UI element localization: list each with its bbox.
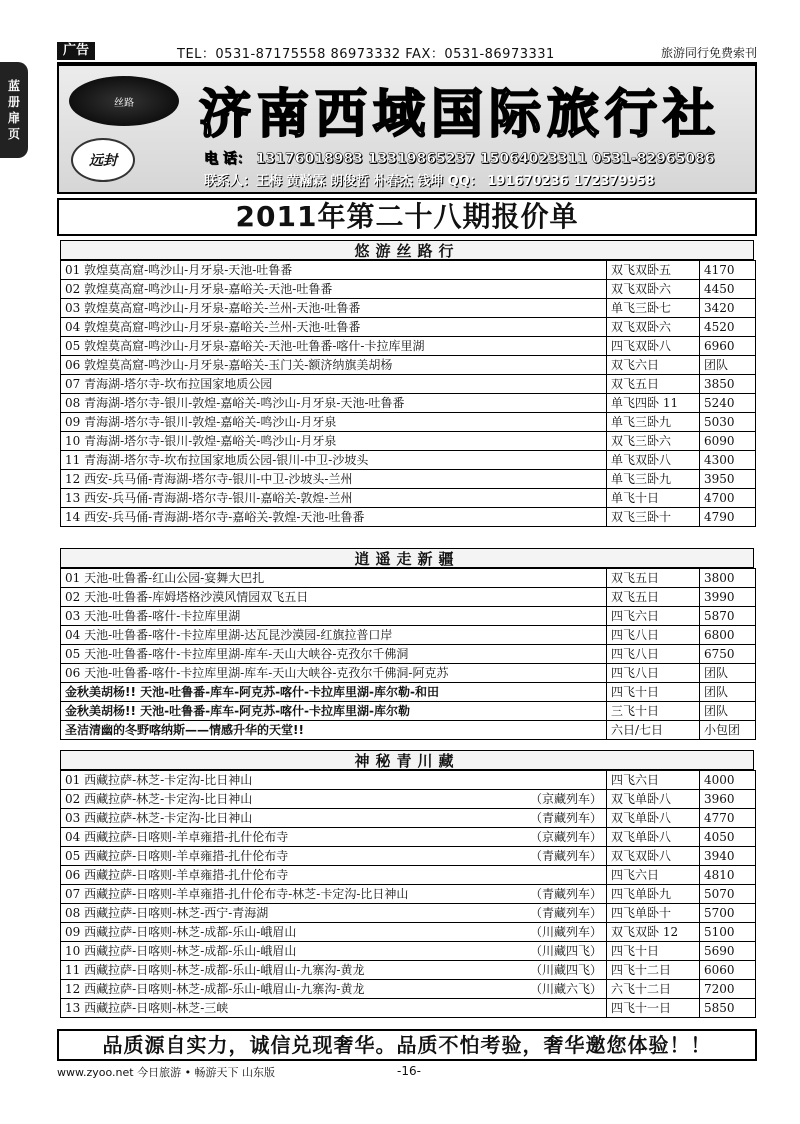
route-text: 09 青海湖-塔尔寺-银川-敦煌-嘉峪关-鸣沙山-月牙泉 [65,415,337,429]
agency-phones: 电 话： 13176018983 13319865237 15064023311 0531-82965086 [204,151,715,167]
route-cell [61,942,607,961]
trip-type: 四飞八日 [607,664,700,683]
route-text: 13 西安-兵马俑-青海湖-塔尔寺-银川-嘉峪关-敦煌-兰州 [65,491,353,505]
trip-type: 双飞六日 [607,356,700,375]
route-cell [61,470,607,489]
route-cell [61,721,607,740]
route-text: 06 西藏拉萨-日喀则-羊卓雍措-扎什伦布寺 [65,868,289,882]
route-cell [61,847,607,866]
route-note: （川藏列车） [529,925,602,939]
trip-type: 四飞八日 [607,626,700,645]
agency-logo-icon: 远封 [71,138,135,182]
table-row [61,961,756,980]
table-row [61,885,756,904]
trip-type: 四飞六日 [607,607,700,626]
table-row [61,280,756,299]
price: 6090 [700,432,756,451]
route-text: 06 天池-吐鲁番-喀什-卡拉库里湖-库车-天山大峡谷-克孜尔千佛洞-阿克苏 [65,666,449,680]
route-cell [61,683,607,702]
price: 4050 [700,828,756,847]
price: 3800 [700,569,756,588]
route-text: 04 西藏拉萨-日喀则-羊卓雍措-扎什伦布寺 [65,830,289,844]
table-row [61,809,756,828]
trip-type: 双飞三卧六 [607,432,700,451]
table-row [61,318,756,337]
price: 6750 [700,645,756,664]
table-row [61,904,756,923]
route-text: 09 西藏拉萨-日喀则-林芝-成都-乐山-峨眉山 [65,925,297,939]
trip-type: 单飞三卧九 [607,413,700,432]
trip-type: 单飞三卧九 [607,470,700,489]
route-text: 08 西藏拉萨-日喀则-林芝-西宁-青海湖 [65,906,269,920]
trip-type: 四飞八日 [607,645,700,664]
price: 3950 [700,470,756,489]
table-row [61,828,756,847]
price: 6800 [700,626,756,645]
price: 小包团 [700,721,756,740]
section-heading: 神秘青川藏 [60,750,754,770]
route-text: 圣洁清幽的冬野喀纳斯——情感升华的天堂!! [65,723,304,737]
route-text: 03 敦煌莫高窟-鸣沙山-月牙泉-嘉峪关-兰州-天池-吐鲁番 [65,301,361,315]
trip-type: 四飞十一日 [607,999,700,1018]
trip-type: 单飞四卧 11 [607,394,700,413]
price: 4450 [700,280,756,299]
trip-type: 双飞双卧六 [607,280,700,299]
top-bar [57,42,757,64]
trip-type: 四飞单卧九 [607,885,700,904]
route-cell [61,569,607,588]
route-text: 07 青海湖-塔尔寺-坎布拉国家地质公园 [65,377,273,391]
trip-type: 单飞十日 [607,489,700,508]
price: 7200 [700,980,756,999]
route-note: （川藏六飞） [529,982,602,996]
trip-type: 六飞十二日 [607,980,700,999]
agency-header [57,64,757,194]
table-row [61,664,756,683]
route-text: 14 西安-兵马俑-青海湖-塔尔寺-嘉峪关-敦煌-天池-吐鲁番 [65,510,365,524]
trip-type: 四飞十二日 [607,961,700,980]
table-row [61,702,756,721]
route-cell [61,904,607,923]
table-row [61,771,756,790]
slogan-banner: 品质源自实力，诚信兑现奢华。品质不怕考验，奢华邀您体验！！ [57,1029,757,1061]
price: 5700 [700,904,756,923]
section-silk-road [60,240,754,527]
route-text: 13 西藏拉萨-日喀则-林芝-三峡 [65,1001,229,1015]
route-text: 04 天池-吐鲁番-喀什-卡拉库里湖-达瓦昆沙漠园-红旗拉普口岸 [65,628,393,642]
route-cell [61,961,607,980]
route-cell [61,280,607,299]
trip-type: 四飞单卧十 [607,904,700,923]
route-text: 12 西安-兵马俑-青海湖-塔尔寺-银川-中卫-沙坡头-兰州 [65,472,353,486]
route-text: 12 西藏拉萨-日喀则-林芝-成都-乐山-峨眉山-九寨沟-黄龙 [65,982,365,996]
route-text: 05 西藏拉萨-日喀则-羊卓雍措-扎什伦布寺 [65,849,289,863]
trip-type: 六日/七日 [607,721,700,740]
table-row [61,999,756,1018]
price-table [60,770,756,1018]
route-text: 02 天池-吐鲁番-库姆塔格沙漠风情园双飞五日 [65,590,309,604]
price: 团队 [700,683,756,702]
route-cell [61,299,607,318]
trip-type: 四飞十日 [607,942,700,961]
table-row [61,980,756,999]
route-text: 04 敦煌莫高窟-鸣沙山-月牙泉-嘉峪关-兰州-天池-吐鲁番 [65,320,361,334]
table-row [61,607,756,626]
table-row [61,299,756,318]
route-text: 02 敦煌莫高窟-鸣沙山-月牙泉-嘉峪关-天池-吐鲁番 [65,282,333,296]
table-row [61,790,756,809]
table-row [61,683,756,702]
trip-type: 单飞双卧八 [607,451,700,470]
route-cell [61,999,607,1018]
price: 4810 [700,866,756,885]
route-cell [61,337,607,356]
route-text: 03 西藏拉萨-林芝-卡定沟-比日神山 [65,811,253,825]
route-text: 01 天池-吐鲁番-红山公园-宴舞大巴扎 [65,571,265,585]
price: 4700 [700,489,756,508]
route-text: 11 西藏拉萨-日喀则-林芝-成都-乐山-峨眉山-九寨沟-黄龙 [65,963,365,977]
trip-type: 双飞五日 [607,375,700,394]
route-text: 10 西藏拉萨-日喀则-林芝-成都-乐山-峨眉山 [65,944,297,958]
table-row [61,489,756,508]
route-cell [61,413,607,432]
table-row [61,356,756,375]
trip-type: 双飞双卧八 [607,847,700,866]
route-cell [61,508,607,527]
section-tibet [60,750,754,1018]
route-cell [61,645,607,664]
route-cell [61,980,607,999]
table-row [61,413,756,432]
price: 5870 [700,607,756,626]
route-cell [61,885,607,904]
route-cell [61,809,607,828]
price: 5070 [700,885,756,904]
table-row [61,847,756,866]
price: 5100 [700,923,756,942]
route-text: 金秋美胡杨!! 天池-吐鲁番-库车-阿克苏-喀什-卡拉库里湖-库尔勒 [65,704,411,718]
trip-type: 三飞十日 [607,702,700,721]
price: 团队 [700,702,756,721]
section-heading: 悠游丝路行 [60,240,754,260]
route-cell [61,318,607,337]
table-row [61,942,756,961]
page-number: -16- [397,1064,421,1078]
price: 团队 [700,356,756,375]
trip-type: 双飞单卧八 [607,790,700,809]
table-row [61,645,756,664]
trip-type: 双飞五日 [607,569,700,588]
route-text: 01 西藏拉萨-林芝-卡定沟-比日神山 [65,773,253,787]
table-row [61,866,756,885]
route-note: （川藏四飞） [529,944,602,958]
price: 4170 [700,261,756,280]
route-text: 07 西藏拉萨-日喀则-羊卓雍措-扎什伦布寺-林芝-卡定沟-比日神山 [65,887,409,901]
route-cell [61,432,607,451]
price: 5030 [700,413,756,432]
table-row [61,432,756,451]
price-table [60,568,756,740]
route-cell [61,394,607,413]
route-text: 08 青海湖-塔尔寺-银川-敦煌-嘉峪关-鸣沙山-月牙泉-天池-吐鲁番 [65,396,405,410]
price: 3420 [700,299,756,318]
price: 6960 [700,337,756,356]
table-row [61,375,756,394]
table-row [61,451,756,470]
page-title: 2011年第二十八期报价单 [57,198,757,236]
top-contact: TEL：0531-87175558 86973332 FAX：0531-86973331 [177,47,555,62]
route-text: 05 敦煌莫高窟-鸣沙山-月牙泉-嘉峪关-天池-吐鲁番-喀什-卡拉库里湖 [65,339,425,353]
trip-type: 双飞双卧 12 [607,923,700,942]
trip-type: 双飞五日 [607,588,700,607]
price: 5850 [700,999,756,1018]
route-cell [61,702,607,721]
price: 3990 [700,588,756,607]
route-text: 01 敦煌莫高窟-鸣沙山-月牙泉-天池-吐鲁番 [65,263,293,277]
route-cell [61,828,607,847]
trip-type: 四飞六日 [607,771,700,790]
route-cell [61,626,607,645]
route-cell [61,588,607,607]
route-text: 11 青海湖-塔尔寺-坎布拉国家地质公园-银川-中卫-沙坡头 [65,453,369,467]
route-note: （京藏列车） [529,792,602,806]
route-note: （川藏四飞） [529,963,602,977]
price: 4300 [700,451,756,470]
trip-type: 双飞单卧八 [607,809,700,828]
route-cell [61,489,607,508]
trip-type: 双飞双卧五 [607,261,700,280]
route-text: 05 天池-吐鲁番-喀什-卡拉库里湖-库车-天山大峡谷-克孜尔千佛洞 [65,647,409,661]
table-row [61,588,756,607]
trip-type: 单飞三卧七 [607,299,700,318]
route-cell [61,356,607,375]
silk-road-logo-icon: 丝路 [69,76,179,126]
side-tab: 蓝册扉页 [0,62,28,158]
route-text: 10 青海湖-塔尔寺-银川-敦煌-嘉峪关-鸣沙山-月牙泉 [65,434,337,448]
price: 3940 [700,847,756,866]
agency-contacts: 联系人：王梅 黄瀚霖 朗俊哲 朴春杰 钱坤 QQ： 191670236 172379958 [204,174,655,189]
route-cell [61,866,607,885]
footer [57,1064,757,1080]
route-cell [61,607,607,626]
price: 4520 [700,318,756,337]
route-cell [61,923,607,942]
price: 4790 [700,508,756,527]
table-row [61,721,756,740]
trip-type: 四飞十日 [607,683,700,702]
price: 5240 [700,394,756,413]
route-cell [61,771,607,790]
section-xinjiang [60,548,754,740]
route-text: 06 敦煌莫高窟-鸣沙山-月牙泉-嘉峪关-玉门关-额济纳旗美胡杨 [65,358,393,372]
route-cell [61,664,607,683]
section-heading: 逍遥走新疆 [60,548,754,568]
table-row [61,261,756,280]
trip-type: 四飞双卧八 [607,337,700,356]
price: 3850 [700,375,756,394]
route-text: 03 天池-吐鲁番-喀什-卡拉库里湖 [65,609,241,623]
route-cell [61,375,607,394]
trip-type: 双飞单卧八 [607,828,700,847]
route-cell [61,451,607,470]
route-note: （青藏列车） [529,849,602,863]
trip-type: 四飞六日 [607,866,700,885]
route-note: （青藏列车） [529,906,602,920]
table-row [61,626,756,645]
table-row [61,508,756,527]
agency-name: 济南西域国际旅行社 [199,84,722,145]
table-row [61,470,756,489]
price: 团队 [700,664,756,683]
footer-site: www.zyoo.net 今日旅游 • 畅游天下 山东版 [57,1066,276,1079]
price: 6060 [700,961,756,980]
tagline: 旅游同行免费索刊 [660,46,757,60]
trip-type: 双飞三卧十 [607,508,700,527]
trip-type: 双飞双卧六 [607,318,700,337]
price: 4770 [700,809,756,828]
route-text: 金秋美胡杨!! 天池-吐鲁番-库车-阿克苏-喀什-卡拉库里湖-库尔勒-和田 [65,685,439,699]
route-note: （青藏列车） [529,811,602,825]
route-note: （青藏列车） [529,887,602,901]
route-cell [61,790,607,809]
table-row [61,394,756,413]
route-note: （京藏列车） [529,830,602,844]
ad-badge: 广告 [57,42,95,60]
price: 3960 [700,790,756,809]
table-row [61,923,756,942]
price-table [60,260,756,527]
route-cell [61,261,607,280]
route-text: 02 西藏拉萨-林芝-卡定沟-比日神山 [65,792,253,806]
price: 5690 [700,942,756,961]
table-row [61,337,756,356]
table-row [61,569,756,588]
price: 4000 [700,771,756,790]
